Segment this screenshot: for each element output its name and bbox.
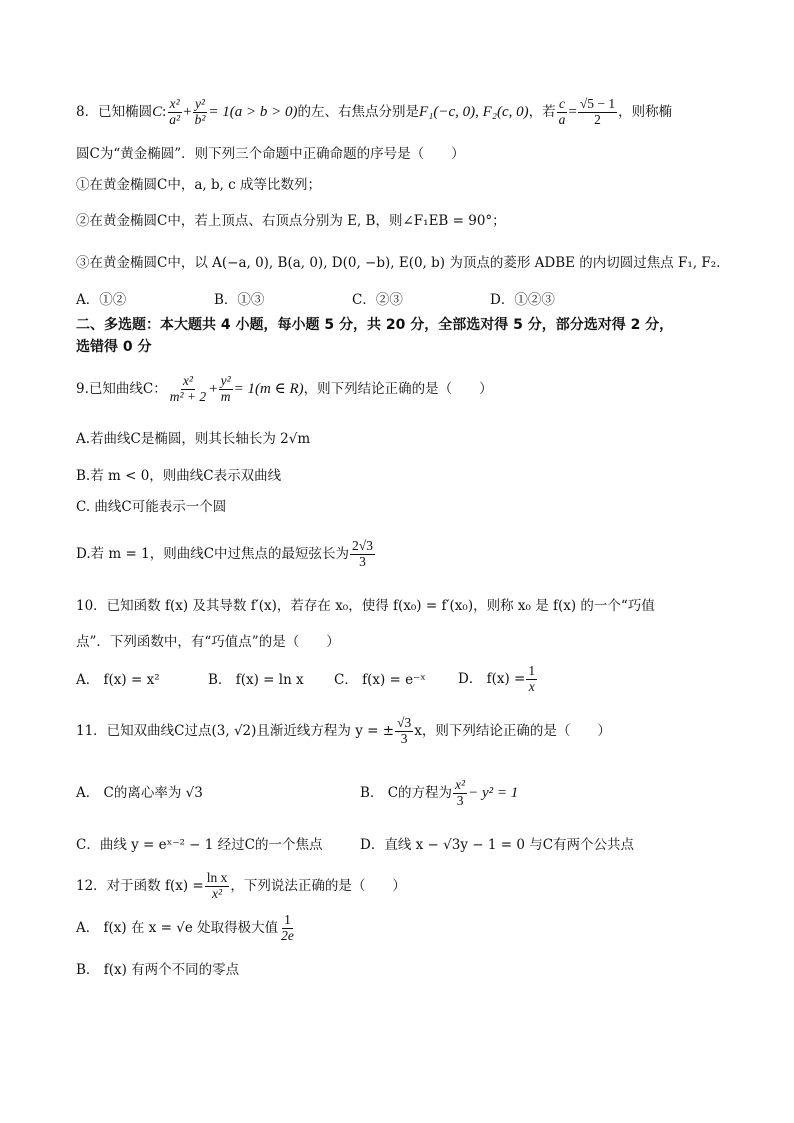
q8-statement-3: ③在黄金椭圆C中，以 A(−a, 0), B(a, 0), D(0, −b), E(0, b) 为顶点的菱形 ADBE 的内切圆过焦点 F₁, F₂． bbox=[76, 255, 730, 271]
q10-option-d bbox=[458, 660, 538, 698]
q8-frac-x-den: a² bbox=[169, 111, 181, 127]
q12-function-fraction bbox=[205, 871, 230, 900]
q9-stem bbox=[76, 368, 493, 410]
q11-option-a: A． C的离心率为 √3 bbox=[76, 785, 203, 801]
q8-ratio-num: c bbox=[559, 96, 566, 112]
q8-frac-y-den: b² bbox=[194, 111, 206, 127]
q9-frac-x-den: m² + 2 bbox=[169, 388, 207, 404]
q11-option-b-fraction bbox=[453, 778, 467, 807]
q10-option-d-num: 1 bbox=[528, 663, 536, 679]
q9-option-d-text: D.若 m = 1，则曲线C中过焦点的最短弦长为 bbox=[76, 546, 350, 562]
q11-tail: x，则下列结论正确的是（ ） bbox=[414, 723, 611, 739]
q11-pre: 11．已知双曲线C过点(3, √2)且渐近线方程为 y = ± bbox=[76, 723, 395, 739]
q10-stem-line2: 点”．下列函数中，有“巧值点”的是（ ） bbox=[76, 634, 340, 650]
q10-option-b: B． f(x) = ln x bbox=[208, 672, 304, 688]
q8-option-d: D．①②③ bbox=[490, 292, 555, 308]
q8-ellipse-symbol: C bbox=[152, 104, 163, 120]
q12-option-a-den: 2e bbox=[281, 927, 294, 943]
q12-tail: ，下列说法正确的是（ ） bbox=[230, 878, 406, 894]
q8-colon: : bbox=[162, 104, 167, 120]
section2-heading-line1: 二、多选题：本大题共 4 小题，每小题 5 分，共 20 分，全部选对得 5 分，部分选对得 2 分， bbox=[76, 317, 674, 333]
q11-option-d: D．直线 x − √3y − 1 = 0 与C有两个公共点 bbox=[360, 837, 635, 853]
q8-frac-y-num: y² bbox=[194, 96, 205, 112]
q8-fraction-y bbox=[193, 97, 208, 126]
q9-frac-y-den: m bbox=[220, 388, 231, 404]
q8-stem-line1 bbox=[76, 92, 672, 132]
q11-asymptote-den: 3 bbox=[400, 730, 408, 746]
q8-statement-2: ②在黄金椭圆C中，若上顶点、右顶点分别为 E, B，则∠F₁EB = 90°； bbox=[76, 213, 506, 229]
q8-golden-fraction bbox=[578, 97, 617, 126]
q8-if-text: ，若 bbox=[528, 104, 556, 120]
q11-option-b-tail: − y² = 1 bbox=[468, 785, 519, 801]
q8-statement-1: ①在黄金椭圆C中，a, b, c 成等比数列； bbox=[76, 177, 322, 193]
q9-fraction-y bbox=[219, 374, 233, 403]
q9-option-b: B.若 m < 0，则曲线C表示双曲线 bbox=[76, 468, 282, 484]
section2-heading-line2: 选错得 0 分 bbox=[76, 339, 152, 355]
q11-asymptote-fraction bbox=[395, 716, 413, 745]
q10-stem-line1: 10．已知函数 f(x) 及其导数 f′(x)，若存在 x₀，使得 f(x₀) = f′(x₀)，则称 x₀ 是 f(x) 的一个“巧值 bbox=[76, 598, 655, 614]
q11-option-b bbox=[360, 773, 518, 813]
q11-option-c: C．曲线 y = eˣ⁻² − 1 经过C的一个焦点 bbox=[76, 837, 323, 853]
q9-fraction-x bbox=[168, 374, 208, 403]
q12-function-den: x² bbox=[212, 885, 223, 901]
q8-plus: + bbox=[183, 104, 192, 120]
q8-eq2: = bbox=[568, 104, 577, 120]
q8-stem-line2: 圆C为“黄金椭圆”．则下列三个命题中正确命题的序号是（ ） bbox=[76, 146, 465, 162]
q11-option-b-den: 3 bbox=[456, 792, 464, 808]
q12-pre: 12．对于函数 f(x) = bbox=[76, 878, 204, 894]
q10-option-a: A． f(x) = x² bbox=[76, 672, 160, 688]
q10-option-c: C． f(x) = e⁻ˣ bbox=[334, 672, 426, 688]
q12-option-a-num: 1 bbox=[284, 912, 291, 928]
q11-asymptote-num: √3 bbox=[397, 715, 412, 731]
q11-option-b-num: x² bbox=[455, 777, 466, 793]
q8-tail-text: ，则称椭 bbox=[618, 104, 673, 120]
q9-tail: ，则下列结论正确的是（ ） bbox=[303, 381, 493, 397]
q12-option-a-text: A． f(x) 在 x = √e 处取得极大值 bbox=[76, 920, 279, 936]
q10-option-d-text: D． f(x) = bbox=[458, 671, 526, 687]
q9-frac-x-num: x² bbox=[182, 373, 193, 389]
q12-option-a bbox=[76, 908, 297, 948]
q8-foci: F₁(−c, 0), F₂(c, 0) bbox=[418, 104, 529, 120]
q8-option-c: C．②③ bbox=[352, 292, 403, 308]
q8-equation-rest: = 1(a > b > 0) bbox=[208, 104, 298, 120]
q11-option-b-text: B． C的方程为 bbox=[360, 785, 453, 801]
q10-option-d-fraction bbox=[526, 664, 537, 693]
q8-ratio-den: a bbox=[558, 111, 566, 127]
q9-eq: = 1(m ∈ R) bbox=[233, 381, 304, 397]
q8-ratio bbox=[557, 97, 568, 126]
q9-option-d-den: 3 bbox=[359, 553, 366, 569]
q9-option-c: C. 曲线C可能表示一个圆 bbox=[76, 499, 227, 515]
q8-golden-den: 2 bbox=[594, 111, 601, 127]
q9-frac-y-num: y² bbox=[220, 373, 231, 389]
q8-option-a: A．①② bbox=[76, 292, 127, 308]
q8-mid-text: 的左、右焦点分别是 bbox=[297, 104, 419, 120]
q8-number-text: 8．已知椭圆 bbox=[76, 104, 153, 120]
q10-option-d-den: x bbox=[528, 678, 535, 694]
q8-option-b: B．①③ bbox=[214, 292, 265, 308]
q8-frac-x-num: x² bbox=[169, 96, 180, 112]
q9-option-d bbox=[76, 534, 376, 574]
q9-plus: + bbox=[209, 381, 218, 397]
q12-stem bbox=[76, 866, 406, 906]
q9-pre: 9.已知曲线C： bbox=[76, 381, 167, 397]
q12-option-a-fraction bbox=[279, 913, 296, 942]
q9-option-d-fraction bbox=[350, 539, 375, 568]
q8-golden-num: √5 − 1 bbox=[579, 96, 616, 112]
q12-option-b: B． f(x) 有两个不同的零点 bbox=[76, 962, 240, 978]
q9-option-d-num: 2√3 bbox=[352, 538, 373, 554]
q9-option-a: A.若曲线C是椭圆，则其长轴长为 2√m bbox=[76, 431, 311, 447]
q11-stem bbox=[76, 710, 611, 752]
q8-fraction-x bbox=[167, 97, 182, 126]
q12-function-num: ln x bbox=[206, 870, 228, 886]
